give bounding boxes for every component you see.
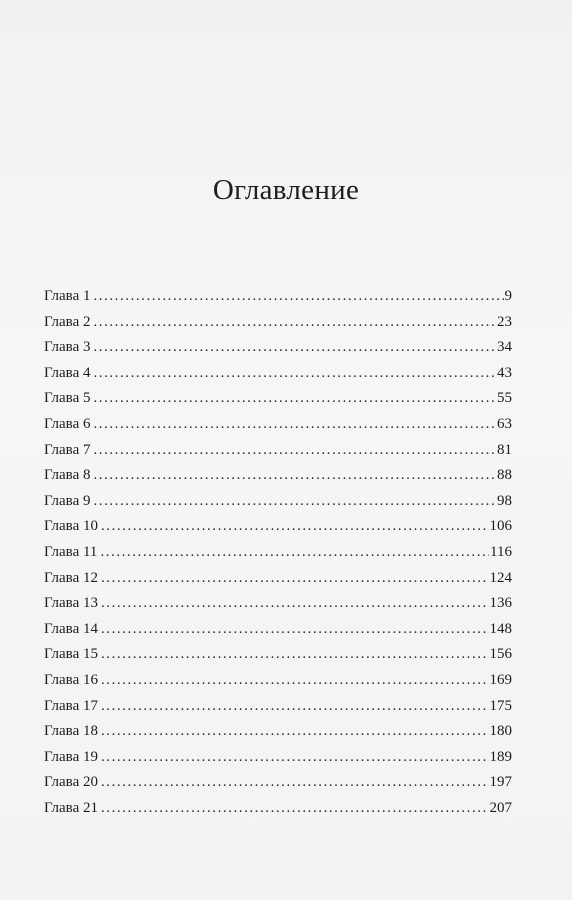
page-number: 189 [489, 748, 512, 765]
chapter-title: Глава 6 [44, 415, 91, 432]
page-number: 23 [497, 313, 512, 330]
toc-entry [44, 642, 512, 668]
page-title: Оглавление [212, 174, 360, 206]
dot-leader [101, 514, 489, 540]
chapter-title: Глава 1 [44, 288, 91, 304]
toc-entry [44, 770, 512, 796]
dot-leader [101, 642, 489, 668]
toc-entry [44, 719, 512, 745]
dot-leader [93, 335, 496, 361]
toc-entry [44, 463, 512, 489]
dot-leader [93, 438, 496, 464]
dot-leader [101, 668, 489, 694]
chapter-title: Глава 8 [44, 467, 91, 484]
page-number: 81 [497, 441, 512, 458]
page-number: 197 [489, 774, 512, 791]
toc-entry [44, 438, 512, 464]
chapter-title: Глава 2 [44, 313, 91, 330]
page-number: 88 [497, 467, 512, 484]
page-number: 180 [489, 723, 512, 740]
toc-entry [44, 617, 512, 643]
dot-leader [101, 745, 489, 771]
page-number: 116 [490, 543, 512, 560]
chapter-title: Глава 19 [44, 748, 98, 765]
chapter-title: Глава 3 [44, 339, 91, 356]
chapter-title: Глава 16 [44, 671, 98, 688]
chapter-title: Глава 12 [44, 569, 98, 586]
chapter-title: Глава 9 [44, 492, 91, 509]
page-number: 34 [497, 339, 512, 356]
toc-entry [44, 412, 512, 438]
dot-leader [93, 489, 496, 515]
chapter-title: Глава 17 [44, 697, 98, 714]
page-number: 98 [497, 492, 512, 509]
page-number: 207 [489, 799, 512, 816]
chapter-title: Глава 10 [44, 518, 98, 535]
toc-entry [44, 514, 512, 540]
toc-entry [44, 566, 512, 592]
page-number: 55 [497, 390, 512, 407]
dot-leader [100, 540, 489, 566]
page-number: 136 [489, 595, 512, 612]
page-number: 169 [489, 671, 512, 688]
dot-leader [93, 463, 496, 489]
dot-leader [101, 617, 489, 643]
page-number: 156 [489, 646, 512, 663]
dot-leader [93, 386, 496, 412]
dot-leader [101, 566, 489, 592]
dot-leader [101, 694, 489, 720]
page-number: 106 [489, 518, 512, 535]
toc-entry [44, 694, 512, 720]
toc-entry [44, 745, 512, 771]
toc-entry [44, 284, 512, 310]
chapter-title: Глава 5 [44, 390, 91, 407]
page-number: 43 [497, 364, 512, 381]
dot-leader [93, 284, 503, 310]
page-number: 63 [497, 415, 512, 432]
toc-entry [44, 335, 512, 361]
dot-leader [93, 310, 496, 336]
page-number: 9 [504, 288, 512, 304]
chapter-title: Глава 14 [44, 620, 98, 637]
chapter-title: Глава 13 [44, 595, 98, 612]
toc-entry [44, 386, 512, 412]
toc-entry [44, 310, 512, 336]
toc-entry [44, 540, 512, 566]
chapter-title: Глава 7 [44, 441, 91, 458]
toc-entry [44, 361, 512, 387]
chapter-title: Глава 15 [44, 646, 98, 663]
dot-leader [101, 591, 489, 617]
page-number: 124 [489, 569, 512, 586]
dot-leader [101, 770, 489, 796]
chapter-title: Глава 18 [44, 723, 98, 740]
toc-entry [44, 591, 512, 617]
chapter-title: Глава 20 [44, 774, 98, 791]
dot-leader [93, 412, 496, 438]
toc-entry [44, 668, 512, 694]
dot-leader [101, 719, 489, 745]
chapter-title: Глава 4 [44, 364, 91, 381]
dot-leader [101, 796, 489, 822]
toc-entry [44, 489, 512, 515]
toc-entry [44, 796, 512, 822]
dot-leader [93, 361, 496, 387]
page-number: 148 [489, 620, 512, 637]
table-of-contents [44, 284, 512, 821]
chapter-title: Глава 21 [44, 799, 98, 816]
page-number: 175 [489, 697, 512, 714]
chapter-title: Глава 11 [44, 543, 98, 560]
